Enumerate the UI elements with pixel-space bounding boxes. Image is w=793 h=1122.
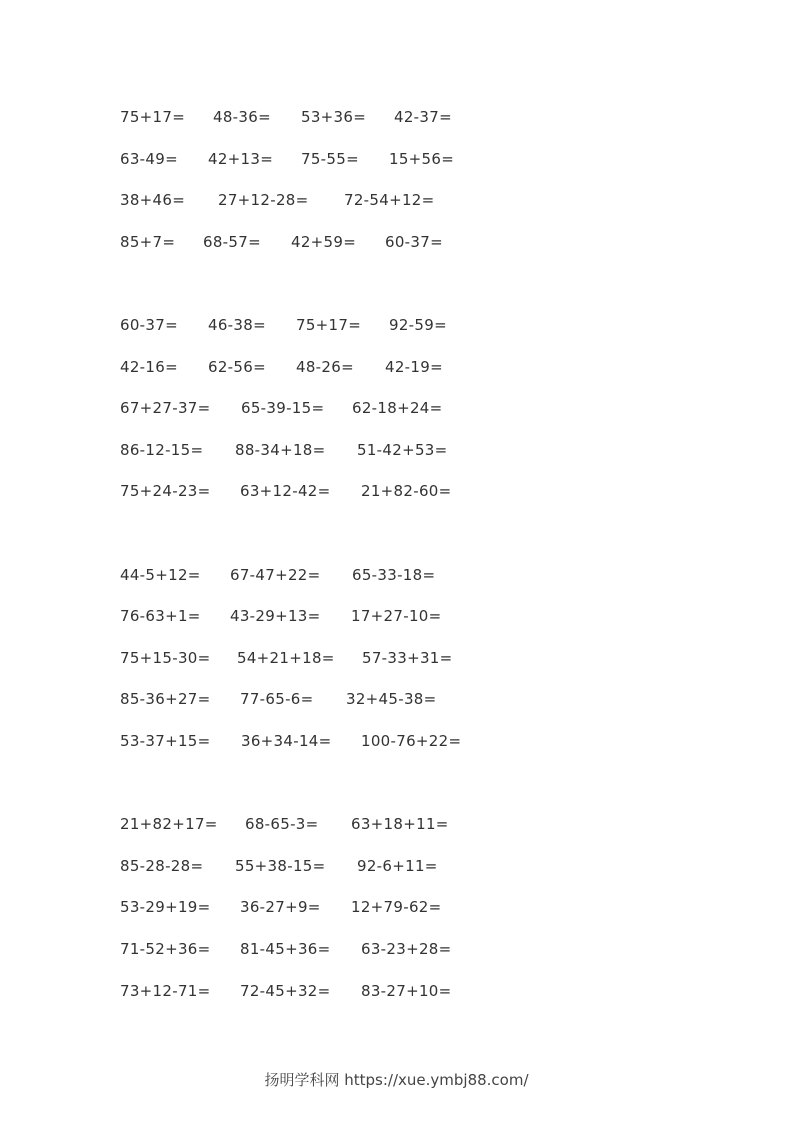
math-problem: 42-19= [385, 358, 443, 376]
math-problem: 75+17= [120, 108, 186, 126]
math-problem: 76-63+1= [120, 607, 201, 625]
math-problem: 21+82+17= [120, 815, 218, 833]
math-problem: 42-16= [120, 358, 178, 376]
math-problem: 53-37+15= [120, 732, 211, 750]
math-problem: 68-65-3= [245, 815, 319, 833]
math-problem: 42-37= [394, 108, 452, 126]
math-problem: 65-33-18= [352, 566, 436, 584]
footer-source: 扬明学科网 https://xue.ymbj88.com/ [264, 1071, 529, 1089]
math-problem: 42+13= [208, 150, 274, 168]
math-problem: 36-27+9= [240, 898, 321, 916]
math-problem: 92-6+11= [357, 857, 438, 875]
problem-row [0, 189, 793, 211]
problem-row [0, 980, 793, 1002]
math-problem: 17+27-10= [351, 607, 442, 625]
math-problem: 15+56= [389, 150, 455, 168]
problem-row [0, 855, 793, 877]
math-problem: 75+15-30= [120, 649, 211, 667]
math-problem: 51-42+53= [357, 441, 448, 459]
math-problem: 72-54+12= [344, 191, 435, 209]
math-problem: 44-5+12= [120, 566, 201, 584]
math-problem: 60-37= [385, 233, 443, 251]
problem-row [0, 813, 793, 835]
math-problem: 100-76+22= [361, 732, 462, 750]
math-problem: 92-59= [389, 316, 447, 334]
math-problem: 67-47+22= [230, 566, 321, 584]
math-problem: 60-37= [120, 316, 178, 334]
math-problem: 36+34-14= [241, 732, 332, 750]
problem-row [0, 231, 793, 253]
math-problem: 75+17= [296, 316, 362, 334]
problem-row [0, 564, 793, 586]
math-problem: 54+21+18= [237, 649, 335, 667]
math-problem: 77-65-6= [240, 690, 314, 708]
math-problem: 63+12-42= [240, 482, 331, 500]
math-problem: 62-56= [208, 358, 266, 376]
math-problem: 71-52+36= [120, 940, 211, 958]
math-problem: 57-33+31= [362, 649, 453, 667]
math-problem: 88-34+18= [235, 441, 326, 459]
math-problem: 43-29+13= [230, 607, 321, 625]
math-problem: 38+46= [120, 191, 186, 209]
math-problem: 53-29+19= [120, 898, 211, 916]
problem-row [0, 314, 793, 336]
math-problem: 62-18+24= [352, 399, 443, 417]
math-problem: 65-39-15= [241, 399, 325, 417]
math-problem: 53+36= [301, 108, 367, 126]
math-problem: 42+59= [291, 233, 357, 251]
math-problem: 63-49= [120, 150, 178, 168]
math-problem: 68-57= [203, 233, 261, 251]
math-problem: 86-12-15= [120, 441, 204, 459]
math-problem: 85-28-28= [120, 857, 204, 875]
math-problem: 48-26= [296, 358, 354, 376]
math-problem: 55+38-15= [235, 857, 326, 875]
problem-row [0, 647, 793, 669]
math-problem: 63-23+28= [361, 940, 452, 958]
problem-row [0, 938, 793, 960]
math-problem: 46-38= [208, 316, 266, 334]
math-problem: 83-27+10= [361, 982, 452, 1000]
math-problem: 85+7= [120, 233, 176, 251]
math-problem: 73+12-71= [120, 982, 211, 1000]
problem-row [0, 106, 793, 128]
math-problem: 32+45-38= [346, 690, 437, 708]
math-problem: 12+79-62= [351, 898, 442, 916]
problem-row [0, 148, 793, 170]
problem-row [0, 397, 793, 419]
math-problem: 63+18+11= [351, 815, 449, 833]
math-problem: 75-55= [301, 150, 359, 168]
math-problem: 21+82-60= [361, 482, 452, 500]
math-problem: 48-36= [213, 108, 271, 126]
problem-row [0, 439, 793, 461]
math-problem: 75+24-23= [120, 482, 211, 500]
problem-row [0, 896, 793, 918]
math-problem: 85-36+27= [120, 690, 211, 708]
problem-row [0, 730, 793, 752]
problem-row [0, 480, 793, 502]
math-problem: 72-45+32= [240, 982, 331, 1000]
problem-row [0, 605, 793, 627]
math-problem: 81-45+36= [240, 940, 331, 958]
problem-row [0, 688, 793, 710]
problem-row [0, 356, 793, 378]
math-problem: 27+12-28= [218, 191, 309, 209]
math-problem: 67+27-37= [120, 399, 211, 417]
